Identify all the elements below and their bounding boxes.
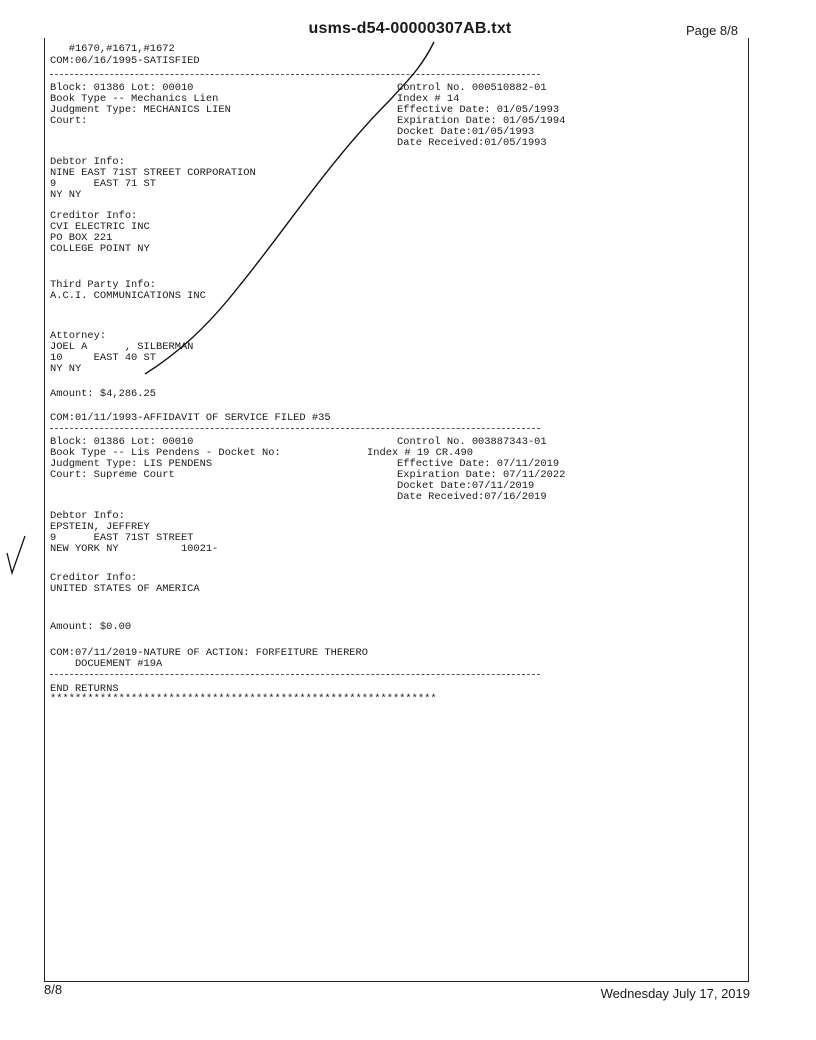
record2-creditor-name: UNITED STATES OF AMERICA — [50, 583, 200, 595]
record2-debtor-name: EPSTEIN, JEFFREY — [50, 521, 150, 533]
record1-received: Date Received:01/05/1993 — [397, 137, 547, 149]
record1-attorney-address: 10 EAST 40 ST — [50, 352, 157, 364]
record1-effective: Effective Date: 01/05/1993 — [397, 104, 560, 116]
record1-amount: Amount: $4,286.25 — [50, 388, 157, 400]
record1-book-type: Book Type -- Mechanics Lien — [50, 93, 219, 105]
page-number: Page 8/8 — [685, 23, 738, 38]
record1-control: Control No. 000510882-01 — [397, 82, 547, 94]
footer-page-number: 8/8 — [44, 982, 63, 997]
record1-debtor-label: Debtor Info: — [50, 156, 125, 168]
comment-line: COM:06/16/1995-SATISFIED — [50, 55, 200, 67]
record1-block: Block: 01386 Lot: 00010 — [50, 82, 194, 94]
end-returns-label: END RETURNS — [50, 683, 119, 695]
record1-judgment-type: Judgment Type: MECHANICS LIEN — [50, 104, 231, 116]
record2-creditor-label: Creditor Info: — [50, 572, 138, 584]
record1-third-party-label: Third Party Info: — [50, 279, 157, 291]
record2-comment: COM:07/11/2019-NATURE OF ACTION: FORFEITURE THERERO — [50, 647, 369, 659]
checkmark-icon — [7, 536, 25, 573]
record1-third-party-name: A.C.I. COMMUNICATIONS INC — [50, 290, 206, 302]
record2-court: Court: Supreme Court — [50, 469, 175, 481]
record2-debtor-label: Debtor Info: — [50, 510, 125, 522]
document-title: usms-d54-00000307AB.txt — [308, 20, 512, 37]
footer-date: Wednesday July 17, 2019 — [600, 986, 750, 1001]
record2-amount: Amount: $0.00 — [50, 621, 132, 633]
record2-index: Index # 19 CR.490 — [367, 447, 474, 459]
end-stars-line: ************************************************************** — [50, 693, 437, 705]
record1-debtor-name: NINE EAST 71ST STREET CORPORATION — [50, 167, 256, 179]
record2-effective: Effective Date: 07/11/2019 — [397, 458, 560, 470]
record2-debtor-address: 9 EAST 71ST STREET — [50, 532, 194, 544]
record1-debtor-city: NY NY — [50, 189, 82, 201]
record1-docket: Docket Date:01/05/1993 — [397, 126, 535, 138]
cross-ref-line: #1670,#1671,#1672 — [50, 43, 175, 55]
record2-received: Date Received:07/16/2019 — [397, 491, 547, 503]
record1-index: Index # 14 — [397, 93, 460, 105]
record2-book-type: Book Type -- Lis Pendens - Docket No: — [50, 447, 281, 459]
record-separator — [50, 74, 540, 75]
record1-comment: COM:01/11/1993-AFFIDAVIT OF SERVICE FILED #35 — [50, 412, 331, 424]
record2-expiration: Expiration Date: 07/11/2022 — [397, 469, 566, 481]
record2-judgment-type: Judgment Type: LIS PENDENS — [50, 458, 213, 470]
record1-creditor-name: CVI ELECTRIC INC — [50, 221, 150, 233]
record2-debtor-city: NEW YORK NY 10021- — [50, 543, 219, 555]
record2-block: Block: 01386 Lot: 00010 — [50, 436, 194, 448]
record1-creditor-label: Creditor Info: — [50, 210, 138, 222]
record-separator — [50, 428, 540, 429]
record1-creditor-city: COLLEGE POINT NY — [50, 243, 150, 255]
record1-creditor-address: PO BOX 221 — [50, 232, 113, 244]
record2-docket: Docket Date:07/11/2019 — [397, 480, 535, 492]
record1-expiration: Expiration Date: 01/05/1994 — [397, 115, 566, 127]
record1-attorney-name: JOEL A , SILBERMAN — [50, 341, 194, 353]
record2-control: Control No. 003887343-01 — [397, 436, 547, 448]
record2-comment-cont: DOCUEMENT #19A — [50, 658, 163, 670]
record1-court: Court: — [50, 115, 88, 127]
record1-debtor-address: 9 EAST 71 ST — [50, 178, 157, 190]
record1-attorney-label: Attorney: — [50, 330, 107, 342]
record1-attorney-city: NY NY — [50, 363, 82, 375]
record-separator — [50, 674, 540, 675]
